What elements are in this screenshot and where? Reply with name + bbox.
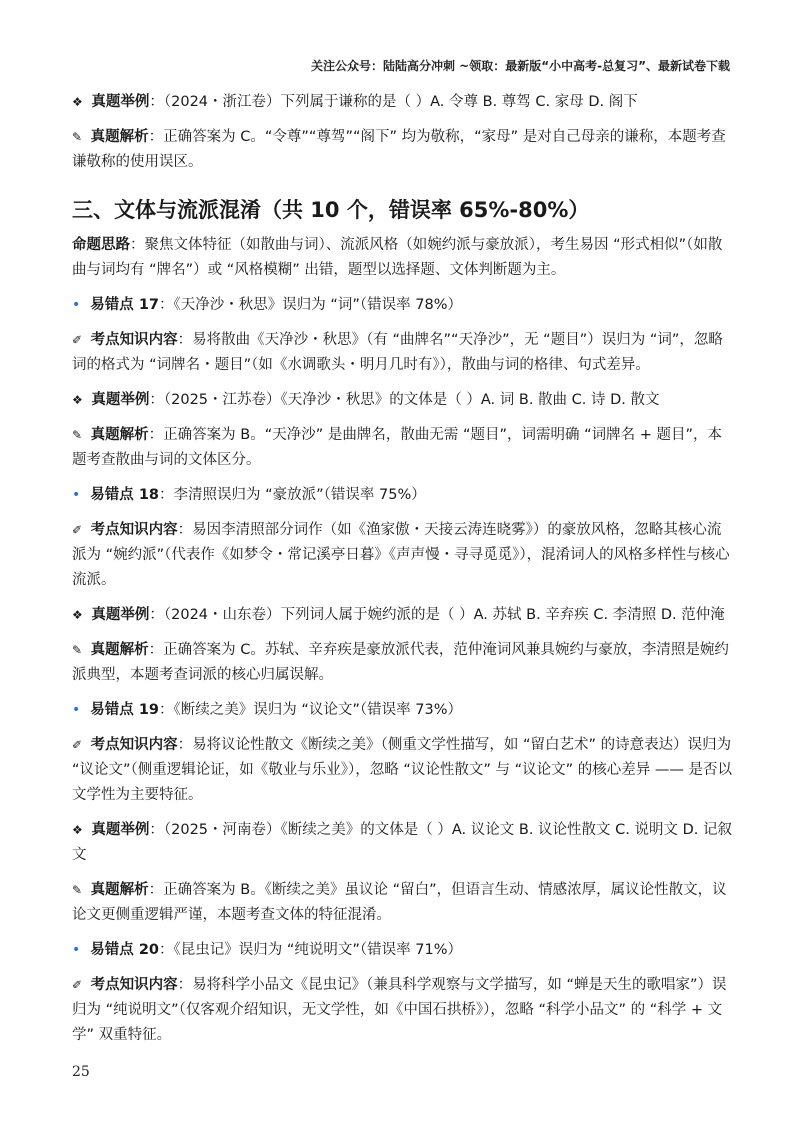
pencil-icon: ✎: [72, 883, 83, 897]
block-label: 真题解析: [90, 427, 149, 443]
example-block: [72, 388, 732, 413]
block-text: ：《昆虫记》误归为 “纯说明文”（错误率 71%）: [159, 942, 462, 958]
block-text: ：（2025・河南卷）《断续之美》的文体是（ ）A. 议论文 B. 议论性散文 C. 说明文 D. 记叙文: [72, 822, 732, 863]
block-text: ：正确答案为 C。“令尊”“尊驾”“阁下” 均为敬称，“家母” 是对自己母亲的谦称，本题考查谦敬称的使用误区。: [72, 129, 726, 170]
edit-icon: ✐: [72, 738, 83, 752]
edit-icon: ✐: [72, 978, 83, 992]
pencil-icon: ✎: [72, 130, 83, 144]
block-text: ：易因李清照部分词作（如《渔家傲・天接云涛连晓雾》）的豪放风格，忽略其核心流派为 “婉约派”（代表作《如梦令・常记溪亭日暮》《声声慢・寻寻觅觅》），混淆词人的风格多样性与核心流派。: [72, 522, 730, 588]
analysis-block: [72, 125, 732, 175]
thinking-block: [72, 233, 732, 283]
block-text: ：易将散曲《天净沙・秋思》（有 “曲牌名”“天净沙”，无 “题目”）误归为 “词”，忽略词的格式为 “词牌名・题目”（如《水调歌头・明月几时有》），散曲与词的格律、句式差异。: [72, 332, 723, 373]
bullet-icon: •: [72, 942, 81, 958]
knowledge-block: [72, 518, 732, 593]
pencil-icon: ✎: [72, 643, 83, 657]
block-label: 真题解析: [90, 882, 149, 898]
bullet-icon: •: [72, 297, 81, 313]
section-heading: 三、文体与流派混淆（共 10 个，错误率 65%-80%）: [72, 198, 590, 222]
block-label: 易错点 17: [90, 297, 159, 313]
diamond-icon: ❖: [72, 823, 83, 837]
knowledge-block: [72, 973, 732, 1048]
page-header: 关注公众号：陆陆高分冲刺 ~领取：最新版“小中高考-总复习”、最新试卷下载: [311, 59, 730, 73]
block-text: ：正确答案为 C。苏轼、辛弃疾是豪放派代表，范仲淹词风兼具婉约与豪放，李清照是婉约派典型，本题考查词派的核心归属误解。: [72, 642, 729, 683]
edit-icon: ✐: [72, 333, 83, 347]
block-label: 考点知识内容: [90, 522, 178, 538]
pencil-icon: ✎: [72, 428, 83, 442]
block-text: ：聚焦文体特征（如散曲与词）、流派风格（如婉约派与豪放派），考生易因 “形式相似”（如散曲与词均有 “牌名”）或 “风格模糊” 出错，题型以选择题、文体判断题为主。: [72, 237, 723, 278]
block-label: 易错点 18: [90, 487, 159, 503]
bullet-icon: •: [72, 702, 81, 718]
block-text: ：易将科学小品文《昆虫记》（兼具科学观察与文学描写，如 “蝉是天生的歌唱家”）误归为 “纯说明文”（仅客观介绍知识，无文学性，如《中国石拱桥》），忽略 “科学小品文” 的 “科学 + 文学” 双重特征。: [72, 977, 727, 1043]
diamond-icon: ❖: [72, 608, 83, 622]
block-text: ：（2024・浙江卷）下列属于谦称的是（ ）A. 令尊 B. 尊驾 C. 家母 D. 阁下: [149, 94, 638, 110]
block-text: ：《断续之美》误归为 “议论文”（错误率 73%）: [159, 702, 462, 718]
block-label: 真题解析: [90, 129, 149, 145]
edit-icon: ✐: [72, 523, 83, 537]
diamond-icon: ❖: [72, 393, 83, 407]
document-body: [72, 90, 732, 1058]
block-text: ：易将议论性散文《断续之美》（侧重文学性描写，如 “留白艺术” 的诗意表达）误归为 “议论文”（侧重逻辑论证，如《敬业与乐业》），忽略 “议论性散文” 与 “议论文” 的核心差异 —— 是否以文学性为主要特征。: [72, 737, 732, 803]
block-label: 命题思路: [72, 237, 130, 253]
bullet-icon: •: [72, 487, 81, 503]
example-block: [72, 90, 732, 115]
error-point-block: [72, 483, 732, 508]
block-text: ：（2024・山东卷）下列词人属于婉约派的是（ ）A. 苏轼 B. 辛弃疾 C. 李清照 D. 范仲淹: [149, 607, 725, 623]
block-label: 真题举例: [91, 822, 150, 838]
example-block: [72, 603, 732, 628]
block-text: ：《天净沙・秋思》误归为 “词”（错误率 78%）: [159, 297, 462, 313]
block-label: 真题解析: [90, 642, 149, 658]
knowledge-block: [72, 328, 732, 378]
block-label: 易错点 19: [90, 702, 159, 718]
page-number: 25: [72, 1064, 90, 1080]
diamond-icon: ❖: [72, 95, 83, 109]
block-label: 考点知识内容: [90, 332, 178, 348]
analysis-block: [72, 878, 732, 928]
analysis-block: [72, 423, 732, 473]
block-text: ：正确答案为 B。《断续之美》虽议论 “留白”，但语言生动、情感浓厚，属议论性散文，议论文更侧重逻辑严谨，本题考查文体的特征混淆。: [72, 882, 727, 923]
block-text: ：（2025・江苏卷）《天净沙・秋思》的文体是（ ）A. 词 B. 散曲 C. 诗 D. 散文: [149, 392, 660, 408]
knowledge-block: [72, 733, 732, 808]
block-label: 真题举例: [91, 392, 150, 408]
block-label: 真题举例: [91, 607, 150, 623]
block-label: 真题举例: [91, 94, 150, 110]
example-block: [72, 818, 732, 868]
error-point-block: [72, 293, 732, 318]
block-label: 考点知识内容: [90, 737, 178, 753]
block-label: 考点知识内容: [90, 977, 178, 993]
block-text: ：李清照误归为 “豪放派”（错误率 75%）: [159, 487, 426, 503]
block-label: 易错点 20: [90, 942, 159, 958]
analysis-block: [72, 638, 732, 688]
error-point-block: [72, 938, 732, 963]
block-text: ：正确答案为 B。“天净沙” 是曲牌名，散曲无需 “题目”，词需明确 “词牌名 + 题目”，本题考查散曲与词的文体区分。: [72, 427, 722, 468]
error-point-block: [72, 698, 732, 723]
